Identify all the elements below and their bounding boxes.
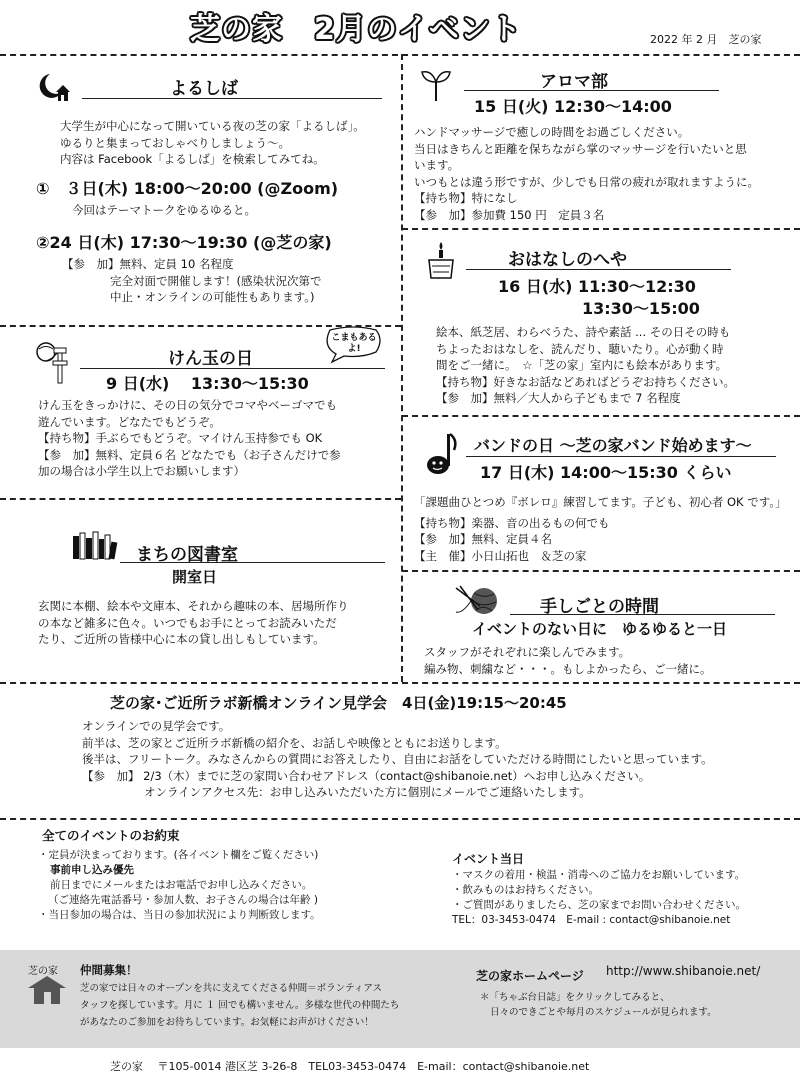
kendama-icon xyxy=(36,338,70,388)
dayof-list: ・マスクの着用・検温・消毒へのご協力をお願いしています。 ・飲みものはお持ちください。 ・ご質問がありましたら、芝の家までお問い合わせください。 TEL：03-3453-0474 E-mail : contact@shibanoie.net xyxy=(452,869,746,926)
yorushiba-item1: ① ３日(木) 18:00〜20:00 (@Zoom) xyxy=(36,179,339,198)
library-title: まちの図書室 xyxy=(136,545,238,565)
kendama-bubble: こまもあるよ! xyxy=(331,333,377,354)
kendama-body: けん玉をきっかけに、その日の気分でコマやベーゴマでも 遊んでいます。どなたでもどうぞ。 【持ち物】手ぶらでもどうぞ。マイけん玉持参でも OK 【参 加】無料、定員６名 どなたでも（お子さんだけで参 加の場合は小学生以上でお願いします） xyxy=(38,398,341,478)
aroma-title: アロマ部 xyxy=(540,72,608,92)
divider xyxy=(402,228,800,230)
yorushiba-item2: ②24 日(木) 17:30〜19:30 (@芝の家) xyxy=(36,233,332,252)
band-body: 「課題曲ひとつめ『ボレロ』練習してます。子ども、初心者 OK です。」 【持ち物】楽器、音の出るもの何でも 【参 加】無料、定員４名 【主 催】小日山拓也 ＆芝の家 xyxy=(414,495,787,563)
rules-title: 全てのイベントのお約束 xyxy=(42,828,180,843)
page-title: 芝の家 2月のイベント xyxy=(190,12,522,47)
online-title: 芝の家･ご近所ラボ新橋オンライン見学会 4日(金)19:15〜20:45 xyxy=(110,694,567,712)
aroma-body: ハンドマッサージで癒しの時間をお過ごしください。 当日はきちんと距離を保ちながら掌のマッサージを行いたいと思 います。 いつもとは違う形ですが、少しでも日常の疲れが取れますように。 【持ち物】特になし 【参 加】参加費 150 円 定員３名 xyxy=(414,125,759,222)
homepage-note: ＊「ちゃぶ台日誌」をクリックしてみると、 日々のできごとや毎月のスケジュールが見られます。 xyxy=(480,992,717,1018)
dayof-title: イベント当日 xyxy=(452,852,525,866)
footer-address: 芝の家 〒105-0014 港区芝 3-26-8 TEL03-3453-0474 E-mail：contact@shibanoie.net xyxy=(110,1060,590,1073)
rules-list: ・定員が決まっております。(各イベント欄をご覧ください) 事前申し込み優先 前日までにメールまたはお電話でお申し込みください。 （ご連絡先電話番号・参加人数、お子さんの場合は年齢 ) ・当日参加の場合は、当日の参加状況により判断致します。 xyxy=(38,849,321,921)
books-icon xyxy=(72,530,118,560)
ohanashi-title: おはなしのへや xyxy=(508,250,627,270)
storybook-icon xyxy=(426,240,456,280)
ohanashi-date1: 16 日(水) 11:30〜12:30 xyxy=(498,277,696,296)
teshigoto-title: 手しごとの時間 xyxy=(540,597,659,617)
divider xyxy=(401,54,403,682)
yarn-ball-icon xyxy=(454,584,502,618)
recruit-body: 芝の家では日々のオープンを共に支えてくださる仲間＝ボランティアス タッフを探しています。月に １ 回でも構いません。多様な世代の仲間たち があなたのご参加をお待ちしています。お気軽にお声がけください！ xyxy=(80,983,400,1028)
recruit-logo-text: 芝の家 xyxy=(28,966,58,977)
library-body: 玄関に本棚、絵本や文庫本、それから趣味の本、居場所作り の本など雑多に色々。いつでもお手にとってお読みいただ たり、ご近所の皆様中心に本の貸し出しもしています。 xyxy=(38,599,349,646)
teshigoto-subtitle: イベントのない日に ゆるゆると一日 xyxy=(472,620,728,638)
divider xyxy=(0,818,800,820)
yorushiba-desc: 大学生が中心になって開いている夜の芝の家「よるしば」。 ゆるりと集まっておしゃべりしましょう〜。 内容は Facebook「よるしば」を検索してみてね。 xyxy=(60,119,365,166)
yorushiba-item2-details: 【参 加】無料、定員 10 名程度 完全対面で開催します！(感染状況次第で 中止・オンラインの可能性もあります。) xyxy=(62,257,322,304)
music-note-icon xyxy=(424,430,460,476)
house-logo-icon xyxy=(26,974,68,1006)
divider xyxy=(0,498,401,500)
online-body: オンラインでの見学会です。 前半は、芝の家とご近所ラボ新橋の紹介を、お話しや映像とともにお送りします。 後半は、フリートーク。みなさんからの質問にお答えしたり、自由にお話をしていただける時間にしたいと思っています。 【参 加】 2/3（木）までに芝の家問い合わせアドレス（contact@shibanoie.net）へお申し込みください。 オンラインアクセス先：お申し込みいただいた方に個別にメールでご連絡いたします。 xyxy=(82,719,713,799)
band-date: 17 日(木) 14:00〜15:30 くらい xyxy=(480,463,732,482)
ohanashi-body: 絵本、紙芝居、わらべうた、詩や素話 ... その日その時も ちよったおはなしを、読んだり、聴いたり。心が動く時 間をご一緒に。 ☆「芝の家」室内にも絵本があります。 【持ち物】好きなお話などあればどうぞお持ちください。 【参 加】無料／大人から子どもまで 7 名程度 xyxy=(436,325,735,405)
divider xyxy=(0,54,800,56)
sprout-icon xyxy=(420,68,452,102)
teshigoto-body: スタッフがそれぞれに楽しんでみます。 編み物、刺繍など・・・。もしよかったら、ご一緒に。 xyxy=(424,645,712,676)
divider xyxy=(402,570,800,572)
divider xyxy=(402,415,800,417)
kendama-date: 9 日(水) 13:30〜15:30 xyxy=(106,374,309,393)
yorushiba-title: よるしば xyxy=(170,79,238,99)
homepage-label: 芝の家ホームページ xyxy=(476,969,584,983)
yorushiba-item1-note: 今回はテーマトークをゆるゆると。 xyxy=(72,203,256,217)
homepage-link[interactable]: http://www.shibanoie.net/ xyxy=(606,964,761,978)
moon-house-icon xyxy=(36,70,72,106)
band-title: バンドの日 〜芝の家バンド始めます〜 xyxy=(474,436,752,455)
kendama-title: けん玉の日 xyxy=(168,349,253,369)
ohanashi-date2: 13:30〜15:00 xyxy=(582,299,700,318)
recruit-title: 仲間募集！ xyxy=(80,963,138,977)
header-date: 2022 年 2 月 芝の家 xyxy=(650,33,762,46)
aroma-date: 15 日(火) 12:30〜14:00 xyxy=(474,97,672,116)
divider xyxy=(0,682,800,684)
library-subtitle: 開室日 xyxy=(172,568,218,586)
